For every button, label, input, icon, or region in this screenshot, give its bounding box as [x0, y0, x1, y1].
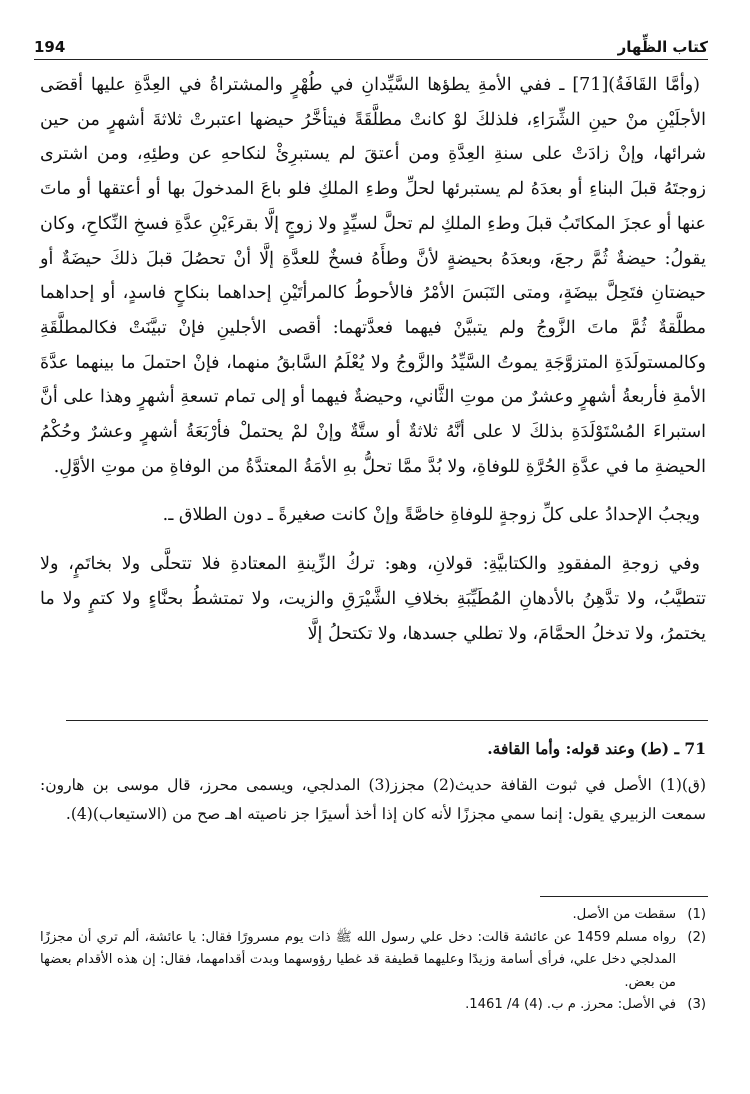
footnote-text: في الأصل: محرز. م ب. (4) 4/ 1461.: [465, 997, 676, 1012]
page-header: [34, 30, 708, 60]
footnote: [40, 904, 706, 927]
page-number: 194: [34, 38, 66, 56]
footnote-divider: [540, 896, 708, 897]
footnote: [40, 927, 706, 995]
footnote-number: (2): [687, 929, 706, 945]
footnote: [40, 994, 706, 1017]
footnote-number: (3): [687, 997, 706, 1012]
commentary-block: [40, 734, 706, 829]
footnotes: [40, 904, 706, 1017]
main-text: [40, 68, 706, 651]
footnote-number: (1): [687, 907, 706, 922]
footnote-text: سقطت من الأصل.: [572, 907, 676, 922]
commentary-heading: 71 ـ (ط) وعند قوله: وأما القافة.: [487, 739, 706, 758]
commentary-body: (ق)(1) الأصل في ثبوت القافة حديث(2) مجزز(3) المدلجي، ويسمى محرز، قال موسى بن هارون: سمعت الزبيري يقول: إنما سمي مجززًا لأنه كان إذا أخذ أسيرًا جز ناصيته اهـ صح من (الاستيعاب)(4).: [40, 776, 706, 823]
main-paragraph: (وأمَّا القَافَةُ)[71] ـ ففي الأمةِ يطؤها السَّيِّدانِ في طُهْرٍ والمشتراةُ في العِدَّةِ عليها أقصَى الأجلَيْنِ منْ حينِ الشِّرَاءِ، فلذلكَ لوْ كانتْ مطلَّقَةً فيتأخَّرُ حيضها اعتبرتْ ثلاثةَ أشهرٍ من حين شرائها، وإنْ زادَتْ على سنةِ العِدَّةِ ومن أعتقَ لم يستبرِئْ لنكاحهِ عن وطئِهِ، ومن اشترى زوجتَهُ قبلَ البناءِ أو بعدَهُ لم يستبرئها لحلِّ وطءِ الملكِ فلو باعَ المدخولَ بها أو أعتقها أو ماتَ عنها أو عجزَ المكاتَبُ قبلَ وطءِ الملكِ لم تحلَّ لسيِّدٍ ولا زوجٍ إلَّا بقرءَيْنِ عدَّةِ فسخِ النِّكاحِ، وكان يقولُ: حيضةٌ ثُمَّ رجعَ، وبعدَهُ بحيضةٍ لأنَّ وطأَهُ فسخٌ للعدَّةِ إلَّا أنْ تحصُلَ قبلَ ذلكَ حيضَةٌ أو حيضتانِ فتَحِلَّ بيضَةٍ، ومتى التَبَسَ الأمْرُ فالأحوطُ كالمرأتَيْنِ إحداهما بنكاحٍ فاسدٍ، أو إحداهما مطلَّقةٌ ثُمَّ ماتَ الزَّوجُ ولم يتبيَّنْ فيهما فعدَّتهما: أقصى الأجلينِ فإنْ تبيَّنَتْ فكالمطلَّقَةِ وكالمستولَدَةِ المتزوَّجَةِ يموتُ السَّيِّدُ والزَّوجُ ولا يُعْلَمُ السَّابقُ منهما، فإنْ احتملَ ما بينهما عدَّةَ الأمةِ فأربعةُ أشهرٍ وعشرٌ من موتِ الثَّاني، وحيضةٌ فيهما أو إلى تمام تسعةِ أشهرٍ وهذا على أنَّ استبراءَ المُسْتَوْلَدَةِ بذلكَ لا على أنَّهُ ثلاثةٌ أو ستَّةٌ وإنْ لمْ يحتملْ فأرْبَعَةُ أشهرٍ وعشرٌ وحُكْمُ الحيضةِ ما في عدَّةِ الحُرَّةِ للوفاةِ، ولا بُدَّ ممَّا تحلُّ بهِ الأمَةُ المعتدَّةُ من الوفاةِ من موتِ الأوَّلِ.: [40, 75, 706, 477]
main-paragraph: ويجبُ الإحدادُ على كلِّ زوجةٍ للوفاةِ خاصَّةً وإنْ كانت صغيرةً ـ دون الطلاق ـ.: [162, 505, 700, 526]
text-divider: [66, 720, 708, 721]
footnote-text: رواه مسلم 1459 عن عائشة قالت: دخل علي رسول الله ﷺ ذات يوم مسرورًا فقال: يا عائشة، ألم تري أن مجززًا المدلجي دخل علي، فرأى أسامة وزيدًا وعليهما قطيفة قد غطيا رؤوسهما وبدت أقدامهما، فقال: إن هذه الأقدام بعضها من بعض.: [40, 929, 676, 990]
running-title: كتاب الظِّهار: [617, 38, 708, 56]
main-paragraph: وفي زوجةِ المفقودِ والكتابيَّةِ: قولانِ، وهو: تركُ الزِّينةِ المعتادةِ فلا تتحلَّى ولا بخاتَمٍ، ولا تتطيَّبُ، ولا تدَّهِنُ بالأدهانِ المُطَيِّبَةِ بخلافِ الشَّيْرَقِ والزيت، ولا تمتشطُ بحنَّاءٍ ولا كتمٍ ولا ما يختمرُ، ولا تدخلُ الحمَّامَ، ولا تطلي جسدها، ولا تكتحلُ إلَّا: [40, 554, 706, 644]
